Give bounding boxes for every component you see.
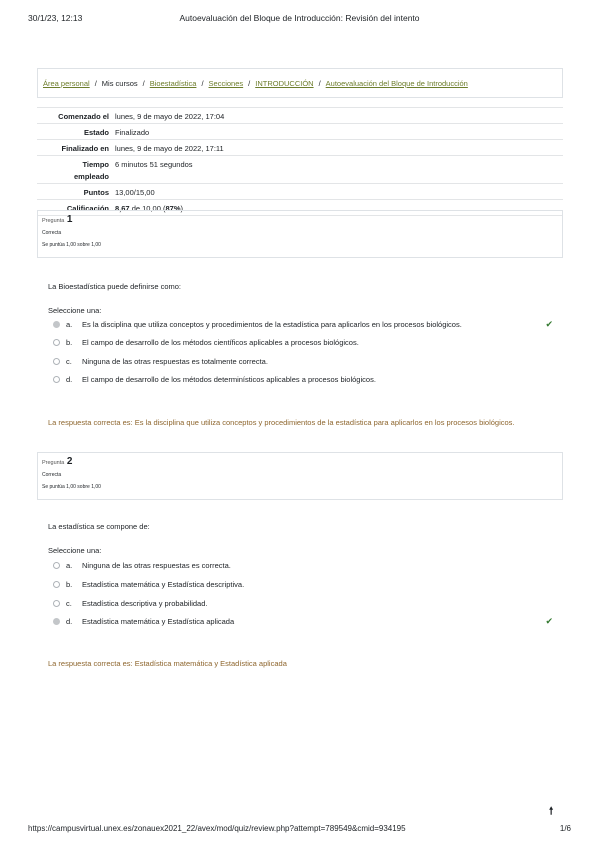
question-number-value: 1 [66,214,73,225]
summary-row-finished [37,140,563,156]
answer-option [53,373,553,385]
radio-button[interactable] [53,618,60,625]
grade-percent: 87% [165,204,181,213]
check-icon: ✔ [545,615,553,626]
answer-option [53,336,553,348]
answer-text: El campo de desarrollo de los métodos científicos aplicables a procesos biológicos. [82,337,359,347]
answer-option [53,597,553,609]
question-text: La Bioestadística puede definirse como: [48,282,181,291]
breadcrumb-separator: / [201,78,204,88]
answer-letter: d. [66,616,73,626]
answer-prompt: Seleccione una: [48,546,102,555]
answer-letter: c. [66,356,72,366]
breadcrumb-course-link[interactable]: Bioestadística [149,78,197,88]
question-prefix: Pregunta [42,218,65,224]
print-date: 30/1/23, 12:13 [28,13,83,23]
summary-label: Calificación [66,204,109,213]
answer-text: Estadística matemática y Estadística aplicada [82,616,235,626]
question-text: La estadística se compone de: [48,522,150,531]
question-grade: Se puntúa 1,00 sobre 1,00 [42,484,101,490]
summary-label: Comenzado el [58,112,109,121]
question-grade: Se puntúa 1,00 sobre 1,00 [42,242,101,248]
arrow-up-icon[interactable]: 🠕 [549,806,554,817]
grade-of: de 10,00 ( [131,204,166,213]
question-info-box [37,210,563,258]
summary-label: Finalizado en [61,144,109,153]
answer-option [53,355,553,367]
summary-label-line: empleado [73,172,109,181]
radio-button[interactable] [53,339,60,346]
summary-value: Finalizado [115,128,150,137]
question-state: Correcta [42,230,62,236]
breadcrumb-separator: / [248,78,251,88]
answer-text: Estadística matemática y Estadística descriptiva. [82,579,245,589]
answer-option [53,578,553,590]
breadcrumb-sections-link[interactable]: Secciones [208,78,244,88]
summary-row-time [37,156,563,184]
question-number-value: 2 [66,456,73,467]
answer-prompt: Seleccione una: [48,306,102,315]
breadcrumb-section-link[interactable]: INTRODUCCIÓN [255,78,314,88]
breadcrumb-home-link[interactable]: Área personal [43,78,90,88]
answer-text: Ninguna de las otras respuestas es totalmente correcta. [82,356,268,366]
question-info-box [37,452,563,500]
print-title: Autoevaluación del Bloque de Introducción: Revisión del intento [179,13,420,23]
answer-letter: d. [66,374,73,384]
summary-row-points [37,184,563,200]
question-number [42,457,558,468]
answer-letter: b. [66,579,73,589]
summary-row-state [37,124,563,140]
answer-option [53,559,553,571]
summary-value: 6 minutos 51 segundos [115,160,193,169]
breadcrumb-separator: / [318,78,321,88]
summary-value: lunes, 9 de mayo de 2022, 17:11 [115,144,224,153]
question-prefix: Pregunta [42,460,65,466]
answer-text: Estadística descriptiva y probabilidad. [82,598,208,608]
radio-button[interactable] [53,376,60,383]
print-header [28,13,571,27]
attempt-summary-table [37,107,563,216]
answer-text: El campo de desarrollo de los métodos determinísticos aplicables a procesos biológicos. [82,374,376,384]
answer-letter: b. [66,337,73,347]
summary-label: Estado [83,128,109,137]
summary-value: 13,00/15,00 [115,188,155,197]
radio-button[interactable] [53,321,60,328]
answer-option [53,318,553,330]
question-state: Correcta [42,472,62,478]
answer-letter: a. [66,319,73,329]
radio-button[interactable] [53,581,60,588]
check-icon: ✔ [545,318,553,329]
correct-answer-feedback: La respuesta correcta es: Es la disciplina que utiliza conceptos y procedimientos de la estadística para aplicarlos en los procesos biológicos. [48,418,515,427]
breadcrumb-separator: / [94,78,97,88]
radio-button[interactable] [53,600,60,607]
summary-row-started [37,108,563,124]
page-url: https://campusvirtual.unex.es/zonauex2021_22/avex/mod/quiz/review.php?attempt=789549&cmid=934195 [28,824,406,833]
question-number [42,215,558,226]
grade-close: ) [180,204,183,213]
answer-option [53,615,553,627]
answer-letter: a. [66,560,73,570]
correct-answer-feedback: La respuesta correcta es: Estadística matemática y Estadística aplicada [48,659,287,668]
summary-label: Puntos [83,188,109,197]
answer-text: Ninguna de las otras respuestas es correcta. [82,560,231,570]
summary-label [37,159,115,183]
grade-score: 8,67 [115,204,130,213]
answer-letter: c. [66,598,72,608]
summary-value: lunes, 9 de mayo de 2022, 17:04 [115,112,225,121]
radio-button[interactable] [53,358,60,365]
breadcrumb-separator: / [142,78,145,88]
breadcrumb-quiz-link[interactable]: Autoevaluación del Bloque de Introducción [325,78,468,88]
answer-text: Es la disciplina que utiliza conceptos y procedimientos de la estadística para aplicarlos en los procesos biológicos. [82,319,462,329]
page-number: 1/6 [559,824,571,833]
breadcrumb-my-courses: Mis cursos [101,78,138,88]
radio-button[interactable] [53,562,60,569]
breadcrumb [37,68,563,98]
summary-label-line: Tiempo [82,160,109,169]
